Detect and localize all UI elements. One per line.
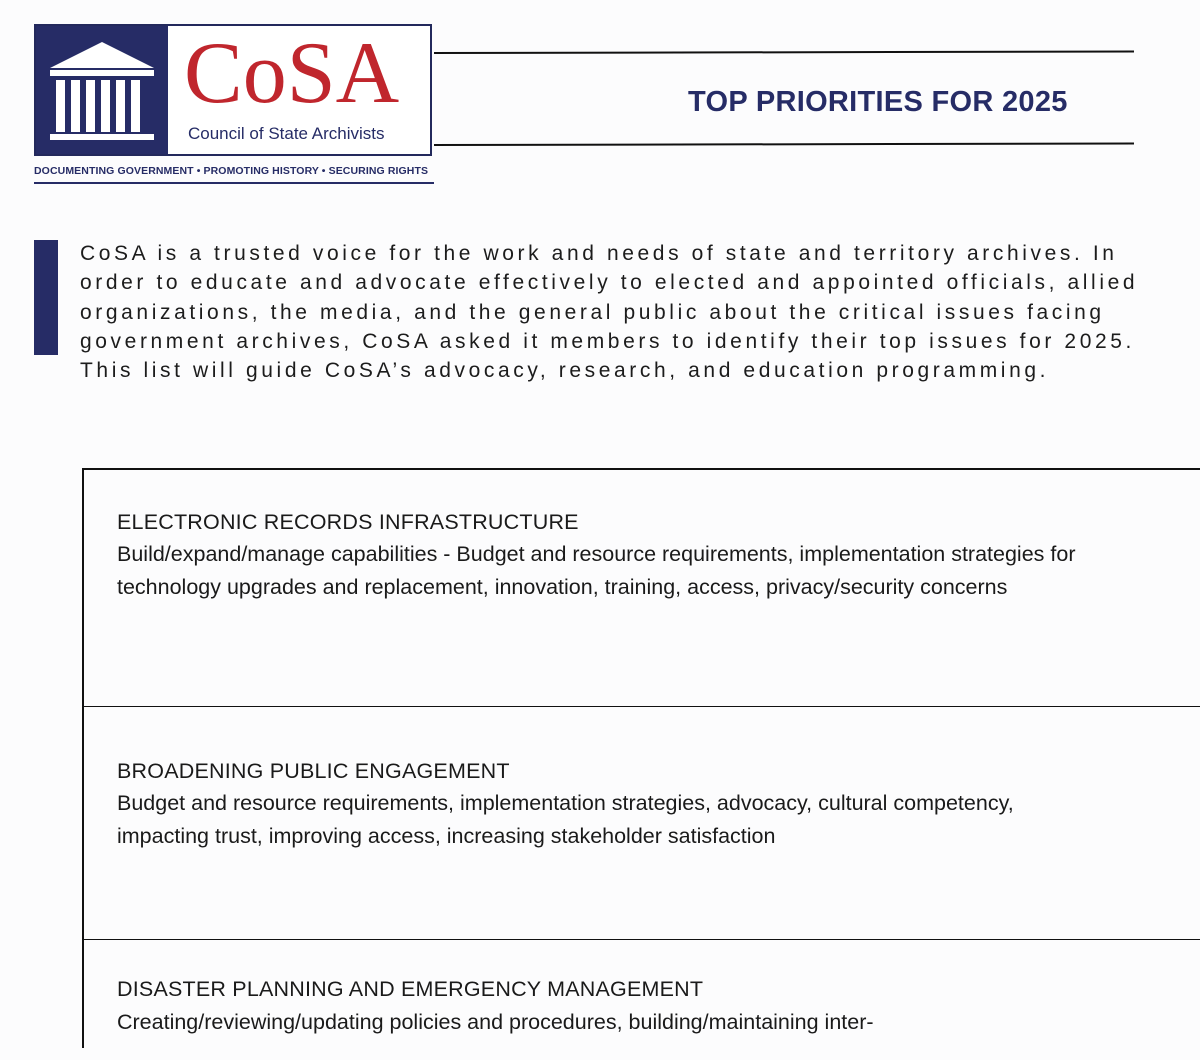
archive-building-icon xyxy=(36,26,168,154)
priorities-table xyxy=(82,468,1200,1048)
cosa-logo xyxy=(34,24,432,156)
intro-paragraph: CoSA is a trusted voice for the work and needs of state and territory archives. In order to educate and advocate effectively to elected and appointed officials, allied organizations, the media, and the general public about the critical issues facing government archives, CoSA asked it members to identify their top issues for 2025. This list will guide CoSA’s advocacy, research, and education programming. xyxy=(80,242,1139,383)
priority-row xyxy=(84,940,1200,1060)
page-title: TOP PRIORITIES FOR 2025 xyxy=(688,86,1068,118)
logo-subtitle: Council of State Archivists xyxy=(188,124,385,143)
priority-row xyxy=(84,470,1200,707)
logo-wordmark: CoSA xyxy=(184,25,400,122)
logo-tagline: DOCUMENTING GOVERNMENT • PROMOTING HISTORY • SECURING RIGHTS xyxy=(34,165,429,177)
title-rule-bottom xyxy=(434,143,1134,146)
priority-description: Budget and resource requirements, implementation strategies, advocacy, cultural competency, impacting trust, improving access, increasing stakeholder satisfaction xyxy=(117,791,1014,848)
priority-heading: BROADENING PUBLIC ENGAGEMENT xyxy=(117,759,510,783)
priority-heading: ELECTRONIC RECORDS INFRASTRUCTURE xyxy=(117,510,579,534)
priority-description: Build/expand/manage capabilities - Budget and resource requirements, implementation strategies for technology upgrades and replacement, innovation, training, access, privacy/security concerns xyxy=(117,542,1076,599)
title-rule-top xyxy=(434,51,1134,54)
tagline-divider xyxy=(34,182,434,184)
priority-description: Creating/reviewing/updating policies and procedures, building/maintaining inter- xyxy=(117,1010,874,1034)
intro-accent-bar xyxy=(34,240,58,355)
priority-row xyxy=(84,707,1200,940)
priority-heading: DISASTER PLANNING AND EMERGENCY MANAGEMENT xyxy=(117,977,704,1001)
